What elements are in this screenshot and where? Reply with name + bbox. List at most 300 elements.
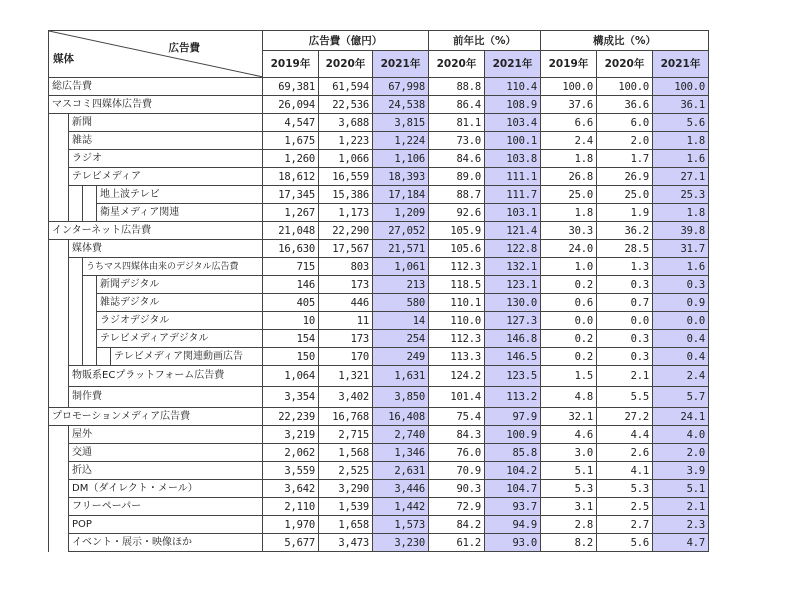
value-cell: 2.0: [653, 444, 709, 462]
value-cell: 26,094: [263, 96, 319, 114]
value-cell: 1,442: [373, 498, 429, 516]
value-cell: 405: [263, 294, 319, 312]
value-cell: 1,209: [373, 204, 429, 222]
value-cell: 146: [263, 276, 319, 294]
value-cell: 1,658: [319, 516, 373, 534]
value-cell: 18,393: [373, 168, 429, 186]
indent-spacer: [49, 330, 69, 348]
value-cell: 100.9: [485, 426, 541, 444]
row-label: 屋外: [69, 426, 263, 444]
value-cell: 1.7: [597, 150, 653, 168]
value-cell: 72.9: [429, 498, 485, 516]
value-cell: 16,630: [263, 240, 319, 258]
indent-spacer: [49, 276, 69, 294]
value-cell: 67,998: [373, 78, 429, 96]
value-cell: 16,768: [319, 408, 373, 426]
year-header: 2021年: [373, 51, 429, 78]
value-cell: 100.0: [541, 78, 597, 96]
ad-spend-table: [48, 30, 709, 552]
value-cell: 0.2: [541, 348, 597, 366]
value-cell: 2.1: [597, 366, 653, 387]
value-cell: 32.1: [541, 408, 597, 426]
value-cell: 111.7: [485, 186, 541, 204]
value-cell: 4.0: [653, 426, 709, 444]
indent-spacer: [49, 312, 69, 330]
indent-spacer: [49, 480, 69, 498]
value-cell: 0.0: [597, 312, 653, 330]
value-cell: 130.0: [485, 294, 541, 312]
value-cell: 17,567: [319, 240, 373, 258]
value-cell: 103.8: [485, 150, 541, 168]
table-row: [49, 186, 709, 204]
row-label: 折込: [69, 462, 263, 480]
table-row: [49, 426, 709, 444]
table-row: [49, 444, 709, 462]
year-header: 2021年: [485, 51, 541, 78]
table-row: [49, 498, 709, 516]
value-cell: 213: [373, 276, 429, 294]
value-cell: 110.1: [429, 294, 485, 312]
value-cell: 112.3: [429, 330, 485, 348]
value-cell: 85.8: [485, 444, 541, 462]
indent-spacer: [49, 462, 69, 480]
value-cell: 123.1: [485, 276, 541, 294]
value-cell: 25.0: [541, 186, 597, 204]
value-cell: 90.3: [429, 480, 485, 498]
table-row: [49, 222, 709, 240]
value-cell: 26.8: [541, 168, 597, 186]
indent-spacer: [83, 294, 97, 312]
value-cell: 69,381: [263, 78, 319, 96]
value-cell: 10: [263, 312, 319, 330]
value-cell: 73.0: [429, 132, 485, 150]
row-label: 総広告費: [49, 78, 263, 96]
value-cell: 123.5: [485, 366, 541, 387]
group-header-share: 構成比（%）: [541, 31, 709, 51]
value-cell: 2.4: [653, 366, 709, 387]
value-cell: 5.1: [653, 480, 709, 498]
value-cell: 1,970: [263, 516, 319, 534]
value-cell: 1.6: [653, 258, 709, 276]
indent-spacer: [83, 276, 97, 294]
value-cell: 4.4: [597, 426, 653, 444]
value-cell: 122.8: [485, 240, 541, 258]
indent-spacer: [69, 312, 83, 330]
value-cell: 1.6: [653, 150, 709, 168]
value-cell: 37.6: [541, 96, 597, 114]
value-cell: 24.1: [653, 408, 709, 426]
value-cell: 1,568: [319, 444, 373, 462]
value-cell: 0.0: [653, 312, 709, 330]
value-cell: 21,571: [373, 240, 429, 258]
value-cell: 104.7: [485, 480, 541, 498]
table-body: [49, 78, 709, 552]
value-cell: 15,386: [319, 186, 373, 204]
value-cell: 0.4: [653, 330, 709, 348]
value-cell: 0.4: [653, 348, 709, 366]
indent-spacer: [83, 330, 97, 348]
table-row: [49, 150, 709, 168]
value-cell: 118.5: [429, 276, 485, 294]
value-cell: 1.8: [653, 204, 709, 222]
value-cell: 36.2: [597, 222, 653, 240]
year-header: 2021年: [653, 51, 709, 78]
table-row: [49, 168, 709, 186]
value-cell: 1,267: [263, 204, 319, 222]
value-cell: 103.1: [485, 204, 541, 222]
table-row: [49, 534, 709, 552]
row-label: DM（ダイレクト・メール）: [69, 480, 263, 498]
table-row: [49, 132, 709, 150]
year-header: 2020年: [597, 51, 653, 78]
value-cell: 2,062: [263, 444, 319, 462]
value-cell: 1,064: [263, 366, 319, 387]
value-cell: 8.2: [541, 534, 597, 552]
value-cell: 0.0: [541, 312, 597, 330]
year-header: 2019年: [541, 51, 597, 78]
value-cell: 88.8: [429, 78, 485, 96]
table-row: [49, 330, 709, 348]
value-cell: 24.0: [541, 240, 597, 258]
table-row: [49, 387, 709, 408]
value-cell: 11: [319, 312, 373, 330]
value-cell: 1.9: [597, 204, 653, 222]
indent-spacer: [83, 186, 97, 204]
value-cell: 17,184: [373, 186, 429, 204]
value-cell: 1.3: [597, 258, 653, 276]
value-cell: 3,446: [373, 480, 429, 498]
row-label: ラジオデジタル: [97, 312, 263, 330]
value-cell: 22,536: [319, 96, 373, 114]
indent-spacer: [49, 168, 69, 186]
value-cell: 61,594: [319, 78, 373, 96]
row-label: 衛星メディア関連: [97, 204, 263, 222]
value-cell: 173: [319, 330, 373, 348]
row-label: テレビメディアデジタル: [97, 330, 263, 348]
value-cell: 249: [373, 348, 429, 366]
value-cell: 2.3: [653, 516, 709, 534]
value-cell: 3,219: [263, 426, 319, 444]
value-cell: 26.9: [597, 168, 653, 186]
value-cell: 1,260: [263, 150, 319, 168]
value-cell: 88.7: [429, 186, 485, 204]
indent-spacer: [83, 204, 97, 222]
value-cell: 2.7: [597, 516, 653, 534]
row-label: プロモーションメディア広告費: [49, 408, 263, 426]
value-cell: 5.6: [653, 114, 709, 132]
value-cell: 0.7: [597, 294, 653, 312]
year-header: 2019年: [263, 51, 319, 78]
value-cell: 3,559: [263, 462, 319, 480]
value-cell: 1,321: [319, 366, 373, 387]
value-cell: 2,740: [373, 426, 429, 444]
value-cell: 803: [319, 258, 373, 276]
value-cell: 6.0: [597, 114, 653, 132]
value-cell: 3.0: [541, 444, 597, 462]
corner-header: [49, 31, 263, 78]
indent-spacer: [49, 366, 69, 387]
value-cell: 3,354: [263, 387, 319, 408]
table-row: [49, 480, 709, 498]
value-cell: 113.3: [429, 348, 485, 366]
value-cell: 1,173: [319, 204, 373, 222]
indent-spacer: [49, 444, 69, 462]
value-cell: 113.2: [485, 387, 541, 408]
row-label: 媒体費: [69, 240, 263, 258]
value-cell: 1,573: [373, 516, 429, 534]
value-cell: 21,048: [263, 222, 319, 240]
corner-top-label: 広告費: [168, 42, 200, 54]
value-cell: 0.3: [597, 276, 653, 294]
value-cell: 0.2: [541, 330, 597, 348]
value-cell: 0.3: [653, 276, 709, 294]
value-cell: 27.2: [597, 408, 653, 426]
value-cell: 127.3: [485, 312, 541, 330]
indent-spacer: [49, 204, 69, 222]
value-cell: 76.0: [429, 444, 485, 462]
value-cell: 14: [373, 312, 429, 330]
value-cell: 25.3: [653, 186, 709, 204]
value-cell: 1,106: [373, 150, 429, 168]
value-cell: 103.4: [485, 114, 541, 132]
value-cell: 111.1: [485, 168, 541, 186]
value-cell: 84.3: [429, 426, 485, 444]
value-cell: 5.3: [541, 480, 597, 498]
value-cell: 4.6: [541, 426, 597, 444]
value-cell: 2,110: [263, 498, 319, 516]
table-row: [49, 348, 709, 366]
value-cell: 5.1: [541, 462, 597, 480]
value-cell: 2.0: [597, 132, 653, 150]
row-label: フリーペーパー: [69, 498, 263, 516]
value-cell: 3,290: [319, 480, 373, 498]
indent-spacer: [49, 387, 69, 408]
value-cell: 36.6: [597, 96, 653, 114]
value-cell: 0.2: [541, 276, 597, 294]
value-cell: 1.8: [541, 204, 597, 222]
value-cell: 2.1: [653, 498, 709, 516]
value-cell: 1,223: [319, 132, 373, 150]
indent-spacer: [49, 186, 69, 204]
value-cell: 105.6: [429, 240, 485, 258]
value-cell: 121.4: [485, 222, 541, 240]
value-cell: 3,230: [373, 534, 429, 552]
value-cell: 27.1: [653, 168, 709, 186]
value-cell: 70.9: [429, 462, 485, 480]
row-label: 新聞: [69, 114, 263, 132]
value-cell: 110.0: [429, 312, 485, 330]
value-cell: 61.2: [429, 534, 485, 552]
table-row: [49, 294, 709, 312]
value-cell: 94.9: [485, 516, 541, 534]
indent-spacer: [69, 330, 83, 348]
indent-spacer: [97, 348, 111, 366]
indent-spacer: [69, 186, 83, 204]
indent-spacer: [49, 426, 69, 444]
value-cell: 132.1: [485, 258, 541, 276]
row-label: うちマス四媒体由来のデジタル広告費: [83, 258, 263, 276]
indent-spacer: [69, 258, 83, 276]
value-cell: 0.9: [653, 294, 709, 312]
value-cell: 715: [263, 258, 319, 276]
value-cell: 5.3: [597, 480, 653, 498]
value-cell: 101.4: [429, 387, 485, 408]
value-cell: 5.6: [597, 534, 653, 552]
table-row: [49, 276, 709, 294]
value-cell: 4,547: [263, 114, 319, 132]
value-cell: 110.4: [485, 78, 541, 96]
value-cell: 0.6: [541, 294, 597, 312]
value-cell: 75.4: [429, 408, 485, 426]
value-cell: 4.7: [653, 534, 709, 552]
value-cell: 2,525: [319, 462, 373, 480]
value-cell: 3,850: [373, 387, 429, 408]
value-cell: 0.3: [597, 348, 653, 366]
value-cell: 1.0: [541, 258, 597, 276]
table-row: [49, 462, 709, 480]
value-cell: 1,631: [373, 366, 429, 387]
table-row: [49, 96, 709, 114]
corner-bottom-label: 媒体: [53, 53, 74, 65]
value-cell: 36.1: [653, 96, 709, 114]
row-label: 交通: [69, 444, 263, 462]
value-cell: 93.7: [485, 498, 541, 516]
value-cell: 124.2: [429, 366, 485, 387]
value-cell: 446: [319, 294, 373, 312]
table-row: [49, 312, 709, 330]
value-cell: 5.5: [597, 387, 653, 408]
value-cell: 3,642: [263, 480, 319, 498]
value-cell: 3,402: [319, 387, 373, 408]
value-cell: 4.1: [597, 462, 653, 480]
value-cell: 104.2: [485, 462, 541, 480]
table-row: [49, 516, 709, 534]
indent-spacer: [69, 276, 83, 294]
table-row: [49, 408, 709, 426]
value-cell: 93.0: [485, 534, 541, 552]
row-label: ラジオ: [69, 150, 263, 168]
row-label: インターネット広告費: [49, 222, 263, 240]
table-row: [49, 240, 709, 258]
row-label: テレビメディア関連動画広告: [111, 348, 263, 366]
row-label: 制作費: [69, 387, 263, 408]
table-row: [49, 258, 709, 276]
value-cell: 2.5: [597, 498, 653, 516]
indent-spacer: [83, 348, 97, 366]
value-cell: 2.4: [541, 132, 597, 150]
value-cell: 24,538: [373, 96, 429, 114]
value-cell: 22,290: [319, 222, 373, 240]
value-cell: 150: [263, 348, 319, 366]
value-cell: 3,473: [319, 534, 373, 552]
value-cell: 2.8: [541, 516, 597, 534]
value-cell: 18,612: [263, 168, 319, 186]
indent-spacer: [49, 258, 69, 276]
indent-spacer: [49, 516, 69, 534]
ad-spend-table-container: [48, 30, 709, 552]
row-label: 地上波テレビ: [97, 186, 263, 204]
value-cell: 6.6: [541, 114, 597, 132]
value-cell: 16,559: [319, 168, 373, 186]
indent-spacer: [69, 294, 83, 312]
value-cell: 1,346: [373, 444, 429, 462]
value-cell: 3,688: [319, 114, 373, 132]
value-cell: 170: [319, 348, 373, 366]
value-cell: 0.3: [597, 330, 653, 348]
value-cell: 5,677: [263, 534, 319, 552]
value-cell: 31.7: [653, 240, 709, 258]
row-label: 新聞デジタル: [97, 276, 263, 294]
group-header-ad-spend: 広告費（億円）: [263, 31, 429, 51]
table-row: [49, 366, 709, 387]
value-cell: 92.6: [429, 204, 485, 222]
row-label: マスコミ四媒体広告費: [49, 96, 263, 114]
indent-spacer: [49, 498, 69, 516]
value-cell: 108.9: [485, 96, 541, 114]
value-cell: 5.7: [653, 387, 709, 408]
value-cell: 16,408: [373, 408, 429, 426]
table-row: [49, 204, 709, 222]
value-cell: 17,345: [263, 186, 319, 204]
indent-spacer: [49, 348, 69, 366]
diagonal-line: [49, 31, 263, 77]
value-cell: 2.6: [597, 444, 653, 462]
indent-spacer: [49, 150, 69, 168]
value-cell: 100.1: [485, 132, 541, 150]
year-header: 2020年: [429, 51, 485, 78]
value-cell: 84.2: [429, 516, 485, 534]
value-cell: 89.0: [429, 168, 485, 186]
value-cell: 146.8: [485, 330, 541, 348]
value-cell: 1,224: [373, 132, 429, 150]
value-cell: 1,061: [373, 258, 429, 276]
value-cell: 25.0: [597, 186, 653, 204]
value-cell: 1,066: [319, 150, 373, 168]
row-label: 雑誌デジタル: [97, 294, 263, 312]
value-cell: 84.6: [429, 150, 485, 168]
year-header: 2020年: [319, 51, 373, 78]
value-cell: 86.4: [429, 96, 485, 114]
indent-spacer: [49, 132, 69, 150]
value-cell: 146.5: [485, 348, 541, 366]
value-cell: 22,239: [263, 408, 319, 426]
group-header-yoy: 前年比（%）: [429, 31, 541, 51]
row-label: POP: [69, 516, 263, 534]
indent-spacer: [49, 114, 69, 132]
row-label: 物販系ECプラットフォーム広告費: [69, 366, 263, 387]
value-cell: 1,675: [263, 132, 319, 150]
row-label: 雑誌: [69, 132, 263, 150]
value-cell: 105.9: [429, 222, 485, 240]
value-cell: 1.8: [653, 132, 709, 150]
value-cell: 28.5: [597, 240, 653, 258]
value-cell: 100.0: [597, 78, 653, 96]
indent-spacer: [49, 294, 69, 312]
value-cell: 97.9: [485, 408, 541, 426]
value-cell: 1.8: [541, 150, 597, 168]
value-cell: 3.1: [541, 498, 597, 516]
value-cell: 100.0: [653, 78, 709, 96]
value-cell: 30.3: [541, 222, 597, 240]
indent-spacer: [69, 204, 83, 222]
value-cell: 81.1: [429, 114, 485, 132]
table-row: [49, 78, 709, 96]
value-cell: 254: [373, 330, 429, 348]
value-cell: 154: [263, 330, 319, 348]
value-cell: 4.8: [541, 387, 597, 408]
value-cell: 3.9: [653, 462, 709, 480]
value-cell: 2,631: [373, 462, 429, 480]
